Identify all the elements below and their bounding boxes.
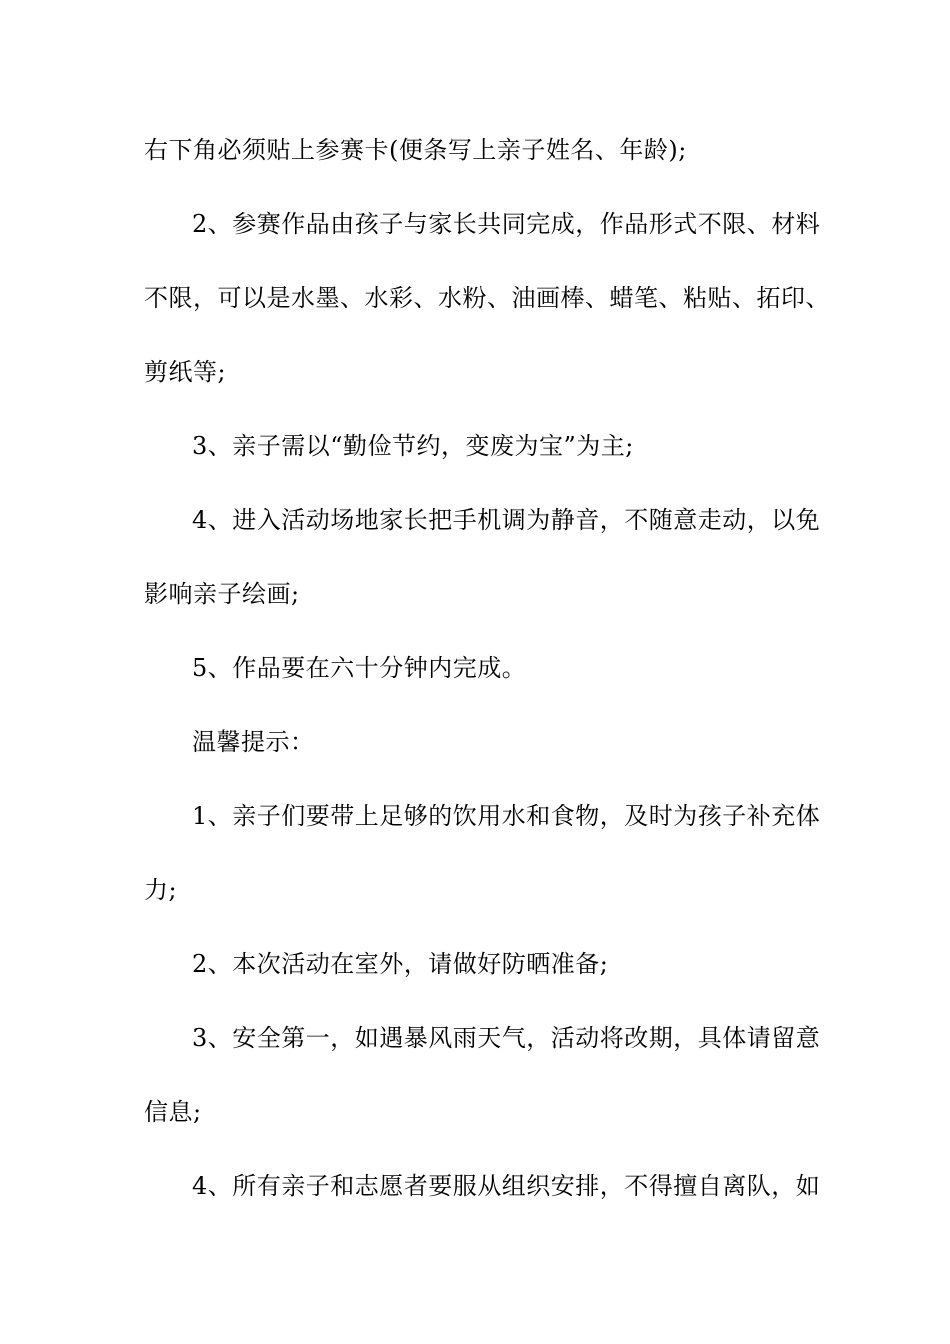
text-line: 2、参赛作品由孩子与家长共同完成，作品形式不限、材料 xyxy=(192,210,821,238)
text-line: 剪纸等; xyxy=(144,358,227,386)
text-line: 4、进入活动场地家长把手机调为静音，不随意走动，以免 xyxy=(192,506,821,534)
text-line: 5、作品要在六十分钟内完成。 xyxy=(192,654,527,682)
text-line: 3、亲子需以“勤俭节约，变废为宝”为主; xyxy=(192,432,634,460)
text-line: 4、所有亲子和志愿者要服从组织安排，不得擅自离队，如 xyxy=(192,1172,821,1200)
text-line: 1、亲子们要带上足够的饮用水和食物，及时为孩子补充体 xyxy=(192,802,821,830)
text-line: 3、安全第一，如遇暴风雨天气，活动将改期，具体请留意 xyxy=(192,1024,821,1052)
text-line: 2、本次活动在室外，请做好防晒准备; xyxy=(192,950,609,978)
section-heading: 温馨提示： xyxy=(192,728,315,756)
text-line: 力; xyxy=(144,876,178,904)
text-line: 信息; xyxy=(144,1098,202,1126)
text-line: 影响亲子绘画; xyxy=(144,580,300,608)
text-line: 不限，可以是水墨、水彩、水粉、油画棒、蜡笔、粘贴、拓印、 xyxy=(144,284,830,312)
text-line: 右下角必须贴上参赛卡(便条写上亲子姓名、年龄); xyxy=(144,136,687,164)
